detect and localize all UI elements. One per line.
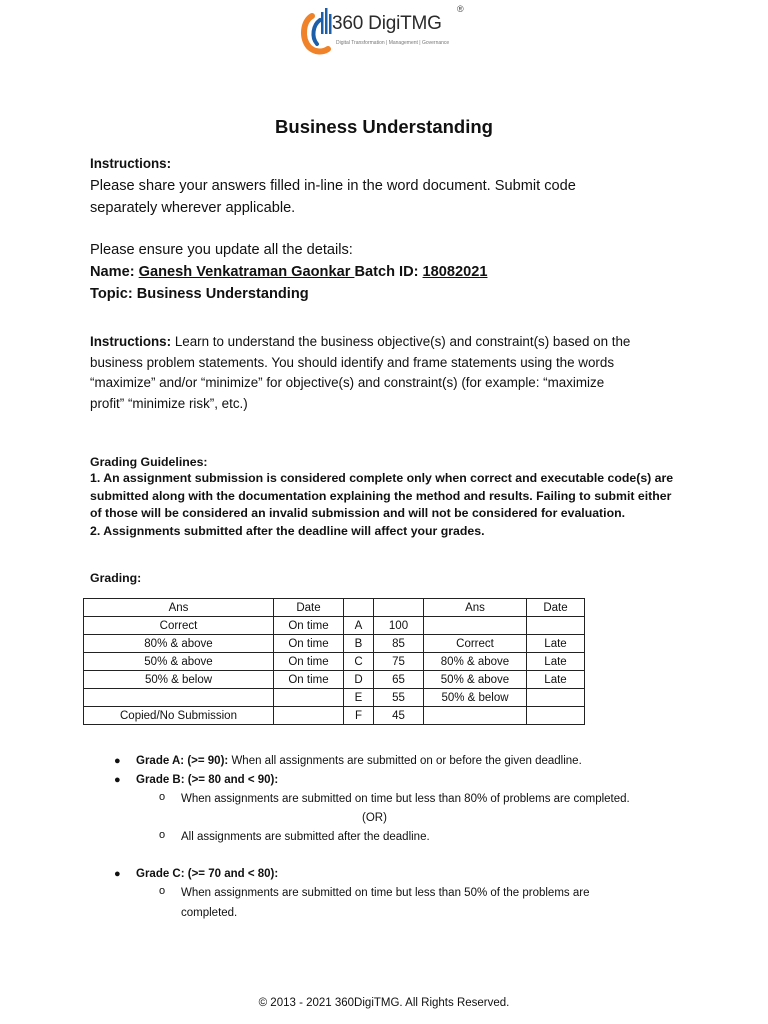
table-cell: 50% & below — [424, 689, 527, 707]
grade-a-label: Grade A: (>= 90): — [136, 755, 229, 767]
bullet-circle: o — [159, 885, 166, 897]
table-cell: On time — [274, 653, 344, 671]
instructions-line-2: separately wherever applicable. — [90, 200, 296, 216]
table-cell: 50% & above — [84, 653, 274, 671]
instructions2-line-1 — [90, 332, 630, 353]
registered-mark: ® — [457, 4, 464, 14]
table-cell — [344, 599, 374, 617]
batch-label: Batch ID: — [354, 264, 423, 280]
table-row — [84, 689, 585, 707]
table-cell: 75 — [374, 653, 424, 671]
table-cell — [527, 707, 585, 725]
name-batch-line — [90, 262, 487, 284]
grade-c-label: Grade C: (>= 70 and < 80): — [136, 868, 279, 880]
brand-logo — [300, 4, 470, 60]
table-cell: On time — [274, 617, 344, 635]
update-notice: Please ensure you update all the details: — [90, 242, 353, 258]
table-cell: 80% & above — [424, 653, 527, 671]
table-cell: F — [344, 707, 374, 725]
instructions-line-1: Please share your answers filled in-line in the word document. Submit code — [90, 178, 576, 194]
instructions2-text-1: Learn to understand the business objective(s) and constraint(s) based on the — [171, 334, 631, 349]
topic-line: Topic: Business Understanding — [90, 286, 309, 302]
or-text: (OR) — [362, 812, 387, 824]
table-cell — [374, 599, 424, 617]
table-cell: E — [344, 689, 374, 707]
table-row — [84, 653, 585, 671]
batch-value: 18082021 — [422, 264, 488, 280]
name-label: Name: — [90, 264, 139, 280]
table-cell — [424, 707, 527, 725]
table-cell: Late — [527, 635, 585, 653]
table-cell — [274, 689, 344, 707]
guideline-line-4: 2. Assignments submitted after the deadline will affect your grades. — [90, 524, 485, 538]
table-cell: 85 — [374, 635, 424, 653]
table-row — [84, 671, 585, 689]
table-cell: Date — [527, 599, 585, 617]
table-cell: C — [344, 653, 374, 671]
guideline-line-1: 1. An assignment submission is considered complete only when correct and executable code(s) are — [90, 471, 674, 485]
instructions2-heading: Instructions: — [90, 334, 172, 349]
table-cell: Late — [527, 653, 585, 671]
table-cell: 50% & below — [84, 671, 274, 689]
table-cell: 55 — [374, 689, 424, 707]
table-cell: Copied/No Submission — [84, 707, 274, 725]
grade-c-sub-1-line-1: When assignments are submitted on time but less than 50% of the problems are — [181, 887, 590, 899]
instructions2-line-4: profit” “minimize risk”, etc.) — [90, 396, 248, 411]
grading-guidelines-heading: Grading Guidelines: — [90, 455, 208, 469]
name-value: Ganesh Venkatraman Gaonkar — [138, 264, 355, 280]
table-cell: Ans — [84, 599, 274, 617]
table-cell: Correct — [424, 635, 527, 653]
table-row — [84, 635, 585, 653]
instructions-heading: Instructions: — [90, 156, 172, 171]
table-cell — [527, 617, 585, 635]
table-cell: 65 — [374, 671, 424, 689]
grade-table — [83, 598, 585, 725]
table-cell: 80% & above — [84, 635, 274, 653]
grade-b-sub-2: All assignments are submitted after the deadline. — [181, 831, 430, 843]
bullet-dot: ● — [114, 755, 121, 767]
grading-label: Grading: — [90, 571, 142, 585]
table-cell: Ans — [424, 599, 527, 617]
bullet-circle: o — [159, 829, 166, 841]
table-header-row — [84, 599, 585, 617]
logo-tagline: Digital Transformation | Management | Governance — [336, 40, 450, 46]
table-cell: Correct — [84, 617, 274, 635]
table-cell: Late — [527, 671, 585, 689]
table-cell: Date — [274, 599, 344, 617]
copyright-footer: © 2013 - 2021 360DigiTMG. All Rights Reserved. — [258, 997, 510, 1009]
bullet-circle: o — [159, 791, 166, 803]
table-cell — [84, 689, 274, 707]
table-row — [84, 617, 585, 635]
table-cell: D — [344, 671, 374, 689]
table-row — [84, 707, 585, 725]
bullet-dot: ● — [114, 868, 121, 880]
bullet-dot: ● — [114, 774, 121, 786]
grade-b-sub-1: When assignments are submitted on time but less than 80% of problems are completed. — [181, 793, 630, 805]
instructions2-line-2: business problem statements. You should identify and frame statements using the words — [90, 355, 615, 370]
table-cell — [527, 689, 585, 707]
table-cell: A — [344, 617, 374, 635]
logo-mark-icon — [300, 4, 334, 60]
guideline-line-3: of those will be considered an invalid submission and will not be considered for evaluation. — [90, 506, 626, 520]
guideline-line-2: submitted along with the documentation explaining the method and results. Failing to submit either — [90, 489, 672, 503]
document-title: Business Understanding — [275, 116, 493, 137]
table-cell: B — [344, 635, 374, 653]
table-cell: On time — [274, 635, 344, 653]
grade-b-label: Grade B: (>= 80 and < 90): — [136, 774, 279, 786]
table-cell: On time — [274, 671, 344, 689]
table-cell — [274, 707, 344, 725]
grade-a-text: When all assignments are submitted on or before the given deadline. — [228, 755, 582, 767]
table-cell: 45 — [374, 707, 424, 725]
grade-c-sub-1-line-2: completed. — [181, 907, 238, 919]
table-cell — [424, 617, 527, 635]
grade-a-line — [136, 752, 582, 771]
instructions2-line-3: “maximize” and/or “minimize” for objective(s) and constraint(s) (for example: “maximize — [90, 375, 605, 390]
table-cell: 50% & above — [424, 671, 527, 689]
table-cell: 100 — [374, 617, 424, 635]
logo-brand-text: 360 DigiTMG — [332, 13, 442, 34]
